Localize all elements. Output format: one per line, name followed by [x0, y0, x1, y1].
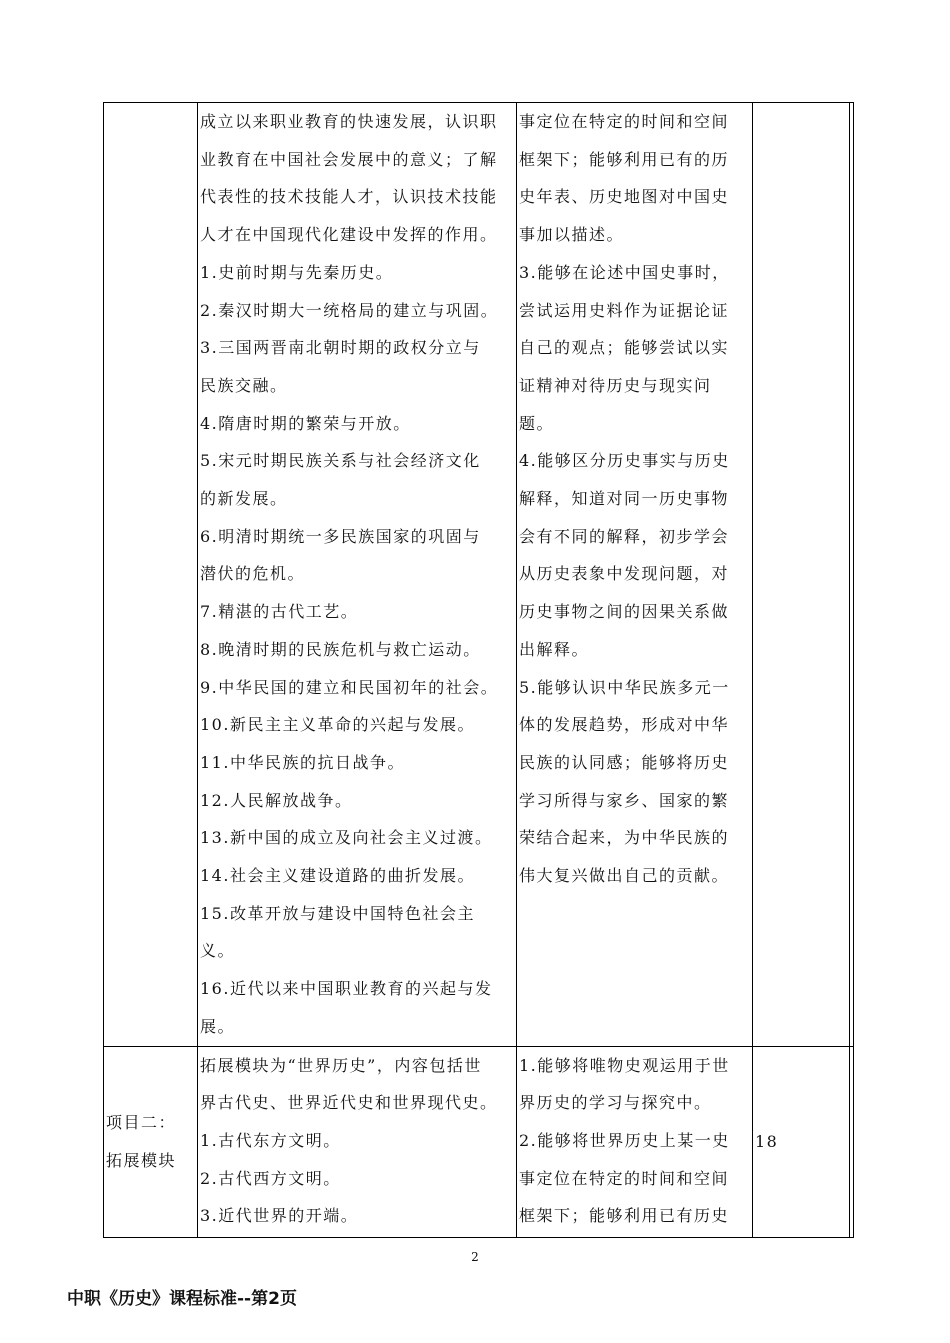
requirements-cell: [517, 1046, 753, 1237]
module-label-cell: [104, 1046, 198, 1237]
text-line: 的新发展。: [200, 489, 288, 509]
text-line: 2.秦汉时期大一统格局的建立与巩固。: [200, 300, 499, 320]
text-line: 从历史表象中发现问题，对: [519, 564, 730, 584]
text-line: 9.中华民国的建立和民国初年的社会。: [200, 677, 499, 697]
text-line: 事定位在特定的时间和空间: [519, 1168, 730, 1188]
text-line: 义。: [200, 941, 236, 961]
text-line: 10.新民主主义革命的兴起与发展。: [200, 715, 475, 735]
text-line: 业教育在中国社会发展中的意义；了解: [200, 149, 498, 169]
text-line: 出解释。: [519, 639, 590, 659]
content-cell: [198, 1046, 517, 1237]
text-line: 1.史前时期与先秦历史。: [200, 262, 394, 282]
text-line: 拓展模块: [106, 1150, 177, 1170]
text-line: 拓展模块为“世界历史”，内容包括世: [200, 1055, 482, 1075]
text-line: 13.新中国的成立及向社会主义过渡。: [200, 828, 493, 848]
text-line: 8.晚清时期的民族危机与救亡运动。: [200, 639, 481, 659]
text-line: 14.社会主义建设道路的曲折发展。: [200, 866, 475, 886]
text-line: 事定位在特定的时间和空间: [519, 112, 730, 131]
text-line: 16.近代以来中国职业教育的兴起与发: [200, 979, 493, 999]
hours-value: 18: [755, 1131, 779, 1151]
table-row: [104, 1046, 854, 1237]
text-line: 界历史的学习与探究中。: [519, 1093, 712, 1113]
text-line: 事加以描述。: [519, 225, 625, 245]
text-line: 尝试运用史料作为证据论证: [519, 300, 730, 320]
text-line: 1.古代东方文明。: [200, 1130, 341, 1150]
text-line: 12.人民解放战争。: [200, 790, 353, 810]
text-line: 展。: [200, 1016, 236, 1036]
text-line: 框架下；能够利用已有的历: [519, 149, 730, 169]
text-line: 3.近代世界的开端。: [200, 1206, 359, 1226]
text-line: 解释，知道对同一历史事物: [519, 489, 730, 509]
text-line: 7.精湛的古代工艺。: [200, 602, 359, 622]
text-line: 4.能够区分历史事实与历史: [519, 451, 730, 471]
hours-cell: [753, 103, 850, 1047]
text-line: 界古代史、世界近代史和世界现代史。: [200, 1093, 498, 1113]
text-line: 3.能够在论述中国史事时，: [519, 262, 730, 282]
requirement-lines: [519, 103, 752, 895]
text-line: 15.改革开放与建设中国特色社会主: [200, 903, 475, 923]
text-line: 自己的观点；能够尝试以实: [519, 338, 730, 358]
text-line: 2.古代西方文明。: [200, 1168, 341, 1188]
text-line: 学习所得与家乡、国家的繁: [519, 790, 730, 810]
text-line: 4.隋唐时期的繁荣与开放。: [200, 413, 411, 433]
content-lines: [200, 1047, 516, 1236]
text-line: 证精神对待历史与现实问: [519, 375, 712, 395]
extra-cell: [850, 103, 854, 1047]
content-lines: [200, 103, 516, 1046]
text-line: 代表性的技术技能人才，认识技术技能: [200, 187, 498, 207]
text-line: 题。: [519, 413, 555, 433]
requirements-cell: [517, 103, 753, 1047]
module-label-lines: [106, 1104, 197, 1179]
text-line: 5.能够认识中华民族多元一: [519, 677, 730, 697]
text-line: 5.宋元时期民族关系与社会经济文化: [200, 451, 481, 471]
content-cell: [198, 103, 517, 1047]
module-label-cell: [104, 103, 198, 1047]
text-line: 会有不同的解释，初步学会: [519, 526, 730, 546]
text-line: 民族交融。: [200, 375, 288, 395]
page-number: 2: [471, 1250, 479, 1264]
text-line: 荣结合起来，为中华民族的: [519, 828, 730, 848]
text-line: 体的发展趋势，形成对中华: [519, 715, 730, 735]
text-line: 6.明清时期统一多民族国家的巩固与: [200, 526, 481, 546]
requirement-lines: [519, 1047, 752, 1236]
text-line: 成立以来职业教育的快速发展，认识职: [200, 112, 498, 131]
text-line: 项目二：: [106, 1112, 177, 1132]
text-line: 民族的认同感；能够将历史: [519, 752, 730, 772]
extra-cell: [850, 1046, 854, 1237]
text-line: 1.能够将唯物史观运用于世: [519, 1055, 730, 1075]
text-line: 框架下；能够利用已有历史: [519, 1206, 730, 1226]
table-row: [104, 103, 854, 1047]
text-line: 伟大复兴做出自己的贡献。: [519, 866, 730, 886]
hours-cell: [753, 1046, 850, 1237]
curriculum-table: [103, 102, 854, 1238]
text-line: 人才在中国现代化建设中发挥的作用。: [200, 225, 498, 245]
text-line: 历史事物之间的因果关系做: [519, 602, 730, 622]
text-line: 潜伏的危机。: [200, 564, 306, 584]
text-line: 史年表、历史地图对中国史: [519, 187, 730, 207]
text-line: 2.能够将世界历史上某一史: [519, 1130, 730, 1150]
text-line: 3.三国两晋南北朝时期的政权分立与: [200, 338, 481, 358]
page-footer: 中职《历史》课程标准--第2页: [67, 1289, 297, 1309]
text-line: 11.中华民族的抗日战争。: [200, 752, 405, 772]
